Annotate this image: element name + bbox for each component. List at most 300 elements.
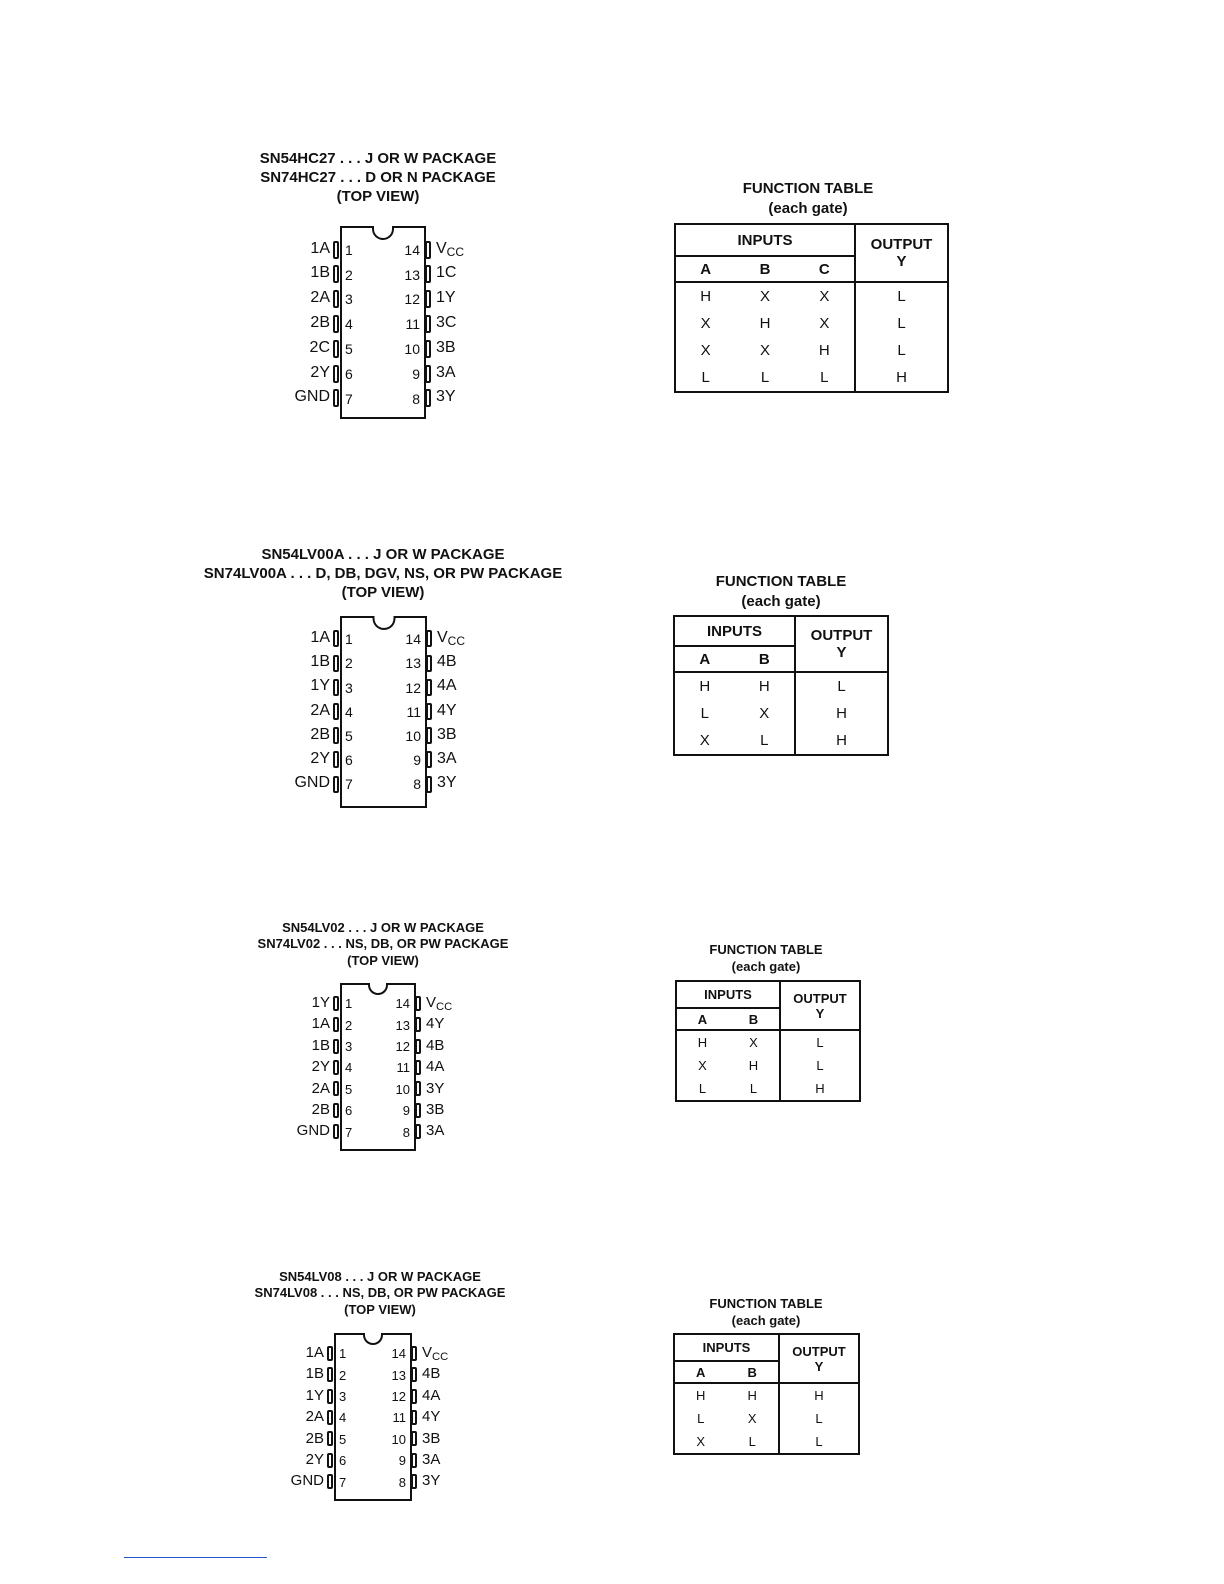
pin-label-left: 1A xyxy=(310,629,330,647)
pin-tab xyxy=(333,389,339,407)
input-cell: X xyxy=(700,315,711,332)
pin-tab xyxy=(327,1346,333,1361)
pin-label-left: 1B xyxy=(310,653,330,671)
pin-number: 9 xyxy=(402,1103,410,1119)
pin-number: 5 xyxy=(345,728,353,745)
inputs-header: INPUTS xyxy=(676,981,780,1008)
function-table-heading: FUNCTION TABLE xyxy=(709,942,823,957)
pin-label-right xyxy=(422,1387,440,1404)
function-table-title xyxy=(709,1296,822,1330)
package-title-line: (TOP VIEW) xyxy=(336,187,420,205)
pin-number: 9 xyxy=(412,365,420,382)
pin-number: 2 xyxy=(345,266,353,283)
pin-number: 3 xyxy=(345,291,353,308)
header-row xyxy=(674,1334,859,1361)
pin-number: 6 xyxy=(339,1453,347,1469)
pin-tab xyxy=(333,679,339,696)
output-cell: L xyxy=(855,282,948,310)
output-cell: H xyxy=(779,1383,859,1407)
pin-number: 3 xyxy=(345,1038,353,1054)
pin-label-right xyxy=(426,994,452,1013)
pin1-notch xyxy=(372,616,395,630)
input-cell: X xyxy=(747,1411,757,1426)
input-cell: L xyxy=(760,732,769,749)
input-cell: X xyxy=(698,1058,707,1073)
function-table xyxy=(674,223,949,393)
pin-label-left: 2Y xyxy=(305,1451,324,1469)
pin-number: 11 xyxy=(392,1410,406,1426)
input-column-header: B xyxy=(728,1008,780,1030)
pin-label-subscript: CC xyxy=(446,244,465,259)
pin-label-right xyxy=(426,1101,444,1118)
pin-tab xyxy=(426,655,432,672)
pin-label-left: 1B xyxy=(305,1365,324,1383)
pin-number: 5 xyxy=(345,1081,353,1097)
package-title xyxy=(260,150,496,206)
pin-label-left: 2B xyxy=(310,725,330,743)
pin-label-left: 2B xyxy=(305,1429,324,1447)
pin-number: 13 xyxy=(395,1017,410,1033)
pin-tab xyxy=(411,1367,417,1382)
pin-label-left: 2Y xyxy=(311,1058,330,1076)
input-column-header: C xyxy=(795,256,855,282)
pin-number: 11 xyxy=(396,1060,410,1076)
table-row xyxy=(674,1407,859,1430)
pin-label-left: 1Y xyxy=(305,1386,324,1404)
input-cell: H xyxy=(759,315,771,332)
inputs-header: INPUTS xyxy=(674,1334,779,1361)
output-header xyxy=(795,616,888,672)
pin-tab xyxy=(333,1103,339,1118)
pin-tab xyxy=(411,1389,417,1404)
pin-number: 11 xyxy=(405,316,420,333)
pin-label-left: 2B xyxy=(310,314,330,332)
pin-label-text: V xyxy=(437,629,448,647)
function-table xyxy=(673,615,889,756)
pin-number: 6 xyxy=(345,365,353,382)
pin-label-text: 3B xyxy=(436,338,456,356)
pin-tab xyxy=(333,776,339,793)
pin-tab xyxy=(425,290,431,308)
pin-label-left: GND xyxy=(290,1472,324,1490)
pin-tab xyxy=(333,365,339,383)
pin-label-left: 1A xyxy=(310,239,330,257)
input-cell: H xyxy=(747,1388,757,1403)
table-row xyxy=(675,282,948,310)
pin-tab xyxy=(333,1081,339,1096)
function-table xyxy=(673,1333,860,1455)
pin-tab xyxy=(426,630,432,647)
pin-label-right xyxy=(422,1344,448,1363)
footer-rule xyxy=(124,1557,267,1558)
input-column-header: A xyxy=(675,256,735,282)
pin-number: 1 xyxy=(339,1346,347,1362)
package-title-line: (TOP VIEW) xyxy=(341,583,425,601)
pin-label-left: 2A xyxy=(305,1408,324,1426)
table-row xyxy=(674,672,888,700)
input-column-header: B xyxy=(735,646,796,672)
pin-number: 8 xyxy=(412,390,420,407)
pin-tab xyxy=(415,1103,421,1118)
pin-number: 4 xyxy=(345,316,353,333)
header-row xyxy=(676,981,860,1008)
pin-label-text: 3Y xyxy=(437,774,457,792)
pin-tab xyxy=(411,1474,417,1489)
pin-tab xyxy=(333,290,339,308)
pin-tab xyxy=(415,1017,421,1032)
input-column-header: B xyxy=(727,1361,780,1383)
output-label: OUTPUT xyxy=(793,990,847,1006)
pin-number: 12 xyxy=(395,1038,410,1054)
pin-label-right xyxy=(436,240,464,259)
output-cell: L xyxy=(855,337,948,364)
pin-tab xyxy=(333,727,339,744)
pin-tab xyxy=(426,751,432,768)
pin-label-text: 1Y xyxy=(436,289,456,307)
output-cell: H xyxy=(780,1077,860,1101)
input-cell: H xyxy=(699,678,711,695)
pin-number: 13 xyxy=(405,655,421,672)
pin-number: 3 xyxy=(339,1388,347,1404)
pin-label-subscript: CC xyxy=(432,1350,449,1363)
pin-label-text: 4Y xyxy=(437,701,457,719)
pin-tab xyxy=(327,1474,333,1489)
output-header xyxy=(855,224,948,282)
pin-label-right xyxy=(437,677,457,695)
pin-label-text: 4A xyxy=(437,677,457,695)
pin-tab xyxy=(333,1039,339,1054)
pin-tab xyxy=(426,727,432,744)
table-row xyxy=(674,727,888,755)
pin-tab xyxy=(333,315,339,333)
input-cell: L xyxy=(700,705,709,722)
pin-tab xyxy=(333,1017,339,1032)
pin-number: 6 xyxy=(345,1103,353,1119)
pin1-notch xyxy=(368,983,388,995)
input-cell: X xyxy=(759,288,770,305)
pin-label-text: 4B xyxy=(437,653,457,671)
function-table-title xyxy=(716,572,847,611)
pin-number: 14 xyxy=(405,631,421,648)
pin-label-right xyxy=(422,1408,440,1425)
pin-tab xyxy=(333,630,339,647)
pin-tab xyxy=(415,1081,421,1096)
pin-tab xyxy=(425,389,431,407)
pin-tab xyxy=(333,1060,339,1075)
package-title-line: (TOP VIEW) xyxy=(347,952,419,968)
pin-label-subscript: CC xyxy=(447,634,466,649)
inputs-header: INPUTS xyxy=(675,224,855,256)
pin-label-text: 3A xyxy=(437,750,457,768)
input-column-header: B xyxy=(735,256,794,282)
pin-label-left: 1A xyxy=(305,1344,324,1362)
pin-label-text: V xyxy=(422,1344,433,1362)
output-cell: H xyxy=(795,700,888,727)
pin-number: 1 xyxy=(345,996,353,1012)
table-row xyxy=(674,1383,859,1407)
package-title xyxy=(258,920,509,969)
pin-number: 2 xyxy=(345,655,353,672)
input-cell: H xyxy=(758,678,770,695)
pin-label-left: 1B xyxy=(311,1036,330,1054)
pin-label-text: 3A xyxy=(436,363,456,381)
pin-tab xyxy=(411,1431,417,1446)
pin-number: 6 xyxy=(345,752,353,769)
inputs-header: INPUTS xyxy=(674,616,795,646)
pin-label-right xyxy=(437,629,465,648)
pin-label-subscript: CC xyxy=(436,1000,453,1013)
pin-label-right xyxy=(436,364,456,382)
pin1-notch xyxy=(363,1333,383,1345)
function-table-heading: FUNCTION TABLE xyxy=(715,573,847,590)
pin-label-right xyxy=(436,388,456,406)
table-row xyxy=(676,1030,860,1054)
input-cell: X xyxy=(819,288,830,305)
pin-number: 7 xyxy=(339,1474,347,1490)
input-cell: X xyxy=(700,342,711,359)
pin-tab xyxy=(426,679,432,696)
function-table-title xyxy=(743,179,874,218)
pin-number: 14 xyxy=(391,1346,406,1362)
output-cell: H xyxy=(855,364,948,392)
pin-number: 4 xyxy=(339,1410,347,1426)
input-cell: X xyxy=(759,705,770,722)
pin-label-text: 3B xyxy=(437,725,457,743)
package-title-line: SN74LV08 . . . NS, DB, OR PW PACKAGE xyxy=(254,1285,506,1301)
pin-number: 13 xyxy=(391,1367,406,1383)
pin-number: 7 xyxy=(345,776,353,793)
input-cell: H xyxy=(696,1388,706,1403)
pin-tab xyxy=(333,340,339,358)
pin-number: 3 xyxy=(345,679,353,696)
package-title-line: SN54HC27 . . . J OR W PACKAGE xyxy=(259,150,497,167)
output-label: OUTPUT xyxy=(810,627,873,644)
pin-tab xyxy=(411,1453,417,1468)
function-table-heading: FUNCTION TABLE xyxy=(709,1296,823,1311)
pin-number: 8 xyxy=(398,1474,406,1490)
table-row xyxy=(676,1077,860,1101)
package-title-line: SN54LV00A . . . J OR W PACKAGE xyxy=(261,546,505,563)
pin-tab xyxy=(425,340,431,358)
pin-tab xyxy=(425,265,431,283)
pin-number: 1 xyxy=(345,631,353,648)
table-row xyxy=(674,700,888,727)
pin-tab xyxy=(327,1431,333,1446)
pin-label-text: 1C xyxy=(436,264,457,282)
pin-number: 5 xyxy=(339,1431,347,1447)
input-cell: L xyxy=(701,369,710,386)
input-cell: X xyxy=(749,1035,758,1050)
pin-label-right xyxy=(426,1015,444,1032)
input-cell: H xyxy=(700,288,712,305)
pin-tab xyxy=(327,1367,333,1382)
pin-label-text: 3Y xyxy=(436,388,456,406)
output-cell: H xyxy=(795,727,888,755)
pin-number: 10 xyxy=(404,341,420,358)
pin-label-right xyxy=(426,1080,444,1097)
pin-tab xyxy=(333,241,339,259)
pin-label-text: 3A xyxy=(422,1451,441,1469)
pin-number: 7 xyxy=(345,390,353,407)
pin-tab xyxy=(327,1453,333,1468)
function-table xyxy=(675,980,861,1102)
pin-number: 8 xyxy=(413,776,421,793)
input-cell: X xyxy=(819,315,830,332)
pin-label-text: 3B xyxy=(422,1429,441,1447)
pin-label-text: 3Y xyxy=(426,1079,445,1097)
package-title-line: SN54LV08 . . . J OR W PACKAGE xyxy=(279,1269,481,1284)
pin-tab xyxy=(327,1410,333,1425)
pin-tab xyxy=(327,1389,333,1404)
output-column-y: Y xyxy=(896,253,907,270)
pin-label-right xyxy=(422,1472,440,1489)
pin-label-text: 4B xyxy=(426,1036,445,1054)
pin-label-right xyxy=(437,726,457,744)
input-cell: H xyxy=(697,1035,708,1050)
pin-label-left: 2A xyxy=(310,289,330,307)
pin-label-right xyxy=(436,314,456,332)
pin-label-text: 3C xyxy=(436,314,457,332)
pin-label-text: 4A xyxy=(422,1386,441,1404)
pin-label-right xyxy=(437,702,457,720)
output-cell: L xyxy=(779,1430,859,1454)
pin-number: 14 xyxy=(404,241,420,258)
pin-tab xyxy=(415,1060,421,1075)
output-cell: L xyxy=(780,1030,860,1054)
output-header xyxy=(779,1334,859,1383)
input-column-header: A xyxy=(676,1008,728,1030)
pin-label-left: 1A xyxy=(311,1015,330,1033)
pin-tab xyxy=(333,655,339,672)
output-cell: L xyxy=(779,1407,859,1430)
pin-label-left: GND xyxy=(294,388,330,406)
pin-label-text: 4Y xyxy=(426,1015,445,1033)
package-title-line: SN74LV02 . . . NS, DB, OR PW PACKAGE xyxy=(257,936,509,952)
function-table-heading: FUNCTION TABLE xyxy=(742,180,874,197)
pin-label-left: 2A xyxy=(310,701,330,719)
output-column-y: Y xyxy=(815,1005,825,1021)
output-column-y: Y xyxy=(836,644,847,661)
pin-number: 12 xyxy=(404,291,420,308)
pin-label-right xyxy=(437,774,457,792)
input-cell: L xyxy=(698,1081,707,1096)
pin-label-text: 4A xyxy=(426,1058,445,1076)
input-cell: X xyxy=(699,732,710,749)
pin-tab xyxy=(426,776,432,793)
package-title-line: SN74HC27 . . . D OR N PACKAGE xyxy=(260,168,496,186)
pin1-notch xyxy=(372,226,394,240)
pin-label-right xyxy=(426,1037,444,1054)
pin-number: 9 xyxy=(398,1453,406,1469)
pin-label-text: 3A xyxy=(426,1122,445,1140)
pin-tab xyxy=(425,365,431,383)
pin-label-left: 2B xyxy=(311,1101,330,1119)
pin-label-text: V xyxy=(426,994,437,1012)
pin-label-left: 2C xyxy=(309,338,330,356)
input-cell: L xyxy=(820,369,829,386)
package-title-line: SN54LV02 . . . J OR W PACKAGE xyxy=(282,920,484,935)
pin-number: 2 xyxy=(339,1367,347,1383)
pin-number: 13 xyxy=(404,266,420,283)
pin-number: 4 xyxy=(345,703,353,720)
input-cell: L xyxy=(697,1411,705,1426)
pin-label-right xyxy=(436,289,456,307)
package-title xyxy=(255,1269,506,1318)
pin-label-right xyxy=(426,1122,444,1139)
pin-tab xyxy=(425,315,431,333)
pin-tab xyxy=(415,1039,421,1054)
pin-label-right xyxy=(437,653,457,671)
pin-number: 14 xyxy=(395,996,410,1012)
pin-number: 1 xyxy=(345,241,353,258)
input-cell: H xyxy=(748,1058,759,1073)
package-title xyxy=(204,546,562,602)
pin-tab xyxy=(333,751,339,768)
input-cell: X xyxy=(759,342,770,359)
header-row xyxy=(674,616,888,646)
pin-number: 9 xyxy=(413,752,421,769)
pin-label-right xyxy=(422,1430,440,1447)
input-cell: X xyxy=(696,1434,706,1449)
output-cell: L xyxy=(855,310,948,337)
pin-tab xyxy=(333,996,339,1011)
function-table-subtitle: (each gate) xyxy=(731,958,801,974)
pin-tab xyxy=(426,703,432,720)
table-row xyxy=(675,364,948,392)
pin-label-left: 1Y xyxy=(311,994,330,1012)
pin-number: 12 xyxy=(405,679,421,696)
input-column-header: A xyxy=(674,646,735,672)
pin-label-left: 2Y xyxy=(310,750,330,768)
pin-label-left: GND xyxy=(294,774,330,792)
input-cell: L xyxy=(749,1081,758,1096)
package-title-line: SN74LV00A . . . D, DB, DGV, NS, OR PW PACKAGE xyxy=(203,564,563,582)
pin-label-right xyxy=(422,1451,440,1468)
function-table-subtitle: (each gate) xyxy=(741,592,821,610)
pin-tab xyxy=(333,265,339,283)
table-row xyxy=(674,1430,859,1454)
input-column-header: A xyxy=(674,1361,727,1383)
output-label: OUTPUT xyxy=(870,236,933,253)
output-label: OUTPUT xyxy=(792,1343,846,1359)
pin-number: 7 xyxy=(345,1124,353,1140)
output-header xyxy=(780,981,860,1030)
pin-number: 11 xyxy=(406,703,421,720)
pin-tab xyxy=(411,1410,417,1425)
pin-label-left: 1B xyxy=(310,264,330,282)
function-table-subtitle: (each gate) xyxy=(731,1312,801,1328)
input-cell: L xyxy=(760,369,770,386)
pin-label-right xyxy=(436,339,456,357)
pin-number: 10 xyxy=(395,1081,410,1097)
output-cell: L xyxy=(795,672,888,700)
pin-label-text: 3B xyxy=(426,1101,445,1119)
package-title-line: (TOP VIEW) xyxy=(344,1301,416,1317)
header-row xyxy=(675,224,948,256)
pin-number: 4 xyxy=(345,1060,353,1076)
pin-label-text: 4Y xyxy=(422,1408,441,1426)
pin-number: 2 xyxy=(345,1017,353,1033)
pin-label-left: GND xyxy=(296,1122,330,1140)
pin-tab xyxy=(415,996,421,1011)
input-cell: L xyxy=(748,1434,756,1449)
pin-tab xyxy=(333,703,339,720)
pin-tab xyxy=(425,241,431,259)
table-row xyxy=(676,1054,860,1077)
table-row xyxy=(675,310,948,337)
output-column-y: Y xyxy=(814,1358,824,1374)
pin-label-right xyxy=(436,264,456,282)
